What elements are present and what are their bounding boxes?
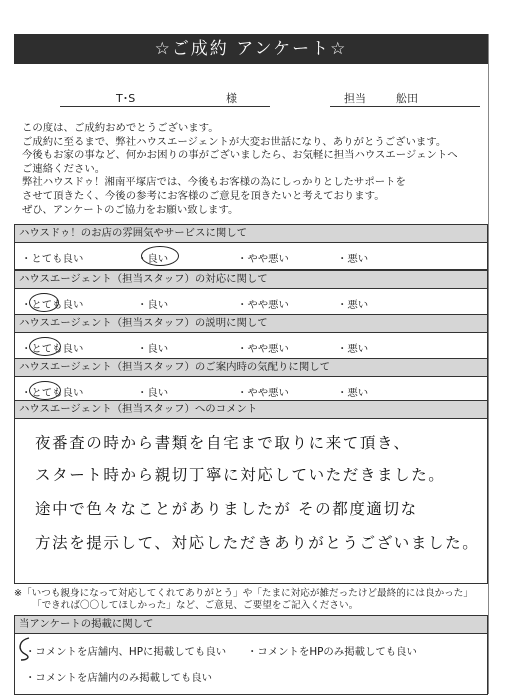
selection-circle: [141, 246, 179, 266]
option-somewhat-bad[interactable]: ・やや悪い: [237, 299, 289, 311]
staff-underline: [330, 106, 480, 107]
question-options: [15, 333, 487, 359]
question-store-atmosphere: [14, 224, 488, 270]
intro-line: ご成約に至るまで、弊社ハウスエージェントが大変お世話になり、ありがとうございます。: [22, 135, 447, 148]
intro-line: この度は、ご成約おめでとうございます。: [22, 122, 219, 134]
customer-name-row: [60, 86, 270, 112]
customer-name-underline: [60, 106, 270, 107]
option-good[interactable]: ・良い: [137, 343, 169, 355]
comment-line: 夜番査の時から書類を自宅まで取りに来て頂き、: [35, 434, 411, 452]
option-somewhat-bad[interactable]: ・やや悪い: [237, 253, 289, 265]
question-heading: ハウスエージェント（担当スタッフ）の説明に関して: [15, 315, 487, 333]
option-bad[interactable]: ・悪い: [337, 299, 369, 311]
option-good[interactable]: ・良い: [137, 387, 169, 399]
publication-heading: 当アンケートの掲載に関して: [15, 616, 487, 634]
question-options: [15, 289, 487, 315]
option-good[interactable]: ・良い: [137, 299, 169, 311]
selection-check-mark: [15, 634, 37, 662]
comment-line: 方法を提示して、対応しただきありがとうございました。: [35, 534, 480, 552]
publication-section: [14, 615, 488, 695]
note-line: ※「いつも親身になって対応してくれてありがとう」や「たまに対応が雑だったけど最終的には良かった」: [14, 588, 473, 599]
comment-line: 途中で色々なことがありましたが その都度適切な: [35, 500, 418, 518]
option-bad[interactable]: ・悪い: [337, 343, 369, 355]
intro-line: ご連絡ください。: [22, 162, 106, 175]
selection-circle: [29, 337, 61, 356]
intro-line: させて頂きたく、今後の参考にお客様のご意見を頂きたいと考えております。: [22, 189, 385, 202]
option-very-good[interactable]: ・とても良い: [21, 253, 84, 265]
survey-title: ☆ご成約 アンケート☆: [14, 34, 488, 64]
option-good[interactable]: ・良い: [137, 253, 169, 265]
option-very-good[interactable]: ・とても良い: [21, 387, 84, 399]
question-heading: ハウスエージェント（担当スタッフ）のご案内時の気配りに関して: [15, 359, 487, 377]
option-very-good[interactable]: ・とても良い: [21, 343, 84, 355]
selection-circle: [29, 381, 61, 400]
selection-circle: [29, 293, 59, 312]
option-very-good[interactable]: ・とても良い: [21, 299, 84, 311]
comment-line: スタート時から親切丁寧に対応していただきました。: [35, 466, 446, 484]
question-agent-response: [14, 270, 488, 316]
intro-line: 弊社ハウスドゥ！湘南平塚店では、今後もお客様の為にしっかりとしたサポートを: [22, 176, 406, 189]
intro-line: 今後もお家の事など、何かお困りの事がございましたら、お気軽に担当ハウスエージェントへ: [22, 149, 458, 162]
comment-section: [14, 400, 488, 584]
customer-name: T･S: [116, 92, 136, 105]
option-somewhat-bad[interactable]: ・やや悪い: [237, 343, 289, 355]
option-bad[interactable]: ・悪い: [337, 253, 369, 265]
intro-text: [22, 122, 484, 217]
staff-label: 担当: [344, 92, 366, 105]
right-margin-rule: [488, 34, 489, 694]
customer-honorific: 様: [226, 92, 237, 105]
option-somewhat-bad[interactable]: ・やや悪い: [237, 387, 289, 399]
option-store-only[interactable]: ・コメントを店舗内のみ掲載しても良い: [25, 672, 213, 684]
intro-line: ぜひ、アンケートのご協力をお願い致します。: [22, 203, 239, 216]
comment-instructions: [14, 588, 473, 612]
question-heading: ハウスエージェント（担当スタッフ）の対応に関して: [15, 271, 487, 289]
option-bad[interactable]: ・悪い: [337, 387, 369, 399]
question-heading: ハウスドゥ！のお店の雰囲気やサービスに関して: [15, 225, 487, 243]
note-line: 「できれば〇〇してほしかった」など、ご意見、ご要望をご記入ください。: [32, 600, 359, 611]
option-store-and-web[interactable]: ・コメントを店舗内、HPに掲載しても良い: [25, 646, 227, 658]
question-agent-attentiveness: [14, 358, 488, 404]
staff-row: [330, 86, 480, 112]
comment-heading: ハウスエージェント（担当スタッフ）へのコメント: [15, 401, 487, 419]
question-options: [15, 243, 487, 269]
staff-name: 舩田: [396, 92, 418, 105]
question-agent-explanation: [14, 314, 488, 360]
option-web-only[interactable]: ・コメントをHPのみ掲載しても良い: [247, 646, 417, 658]
